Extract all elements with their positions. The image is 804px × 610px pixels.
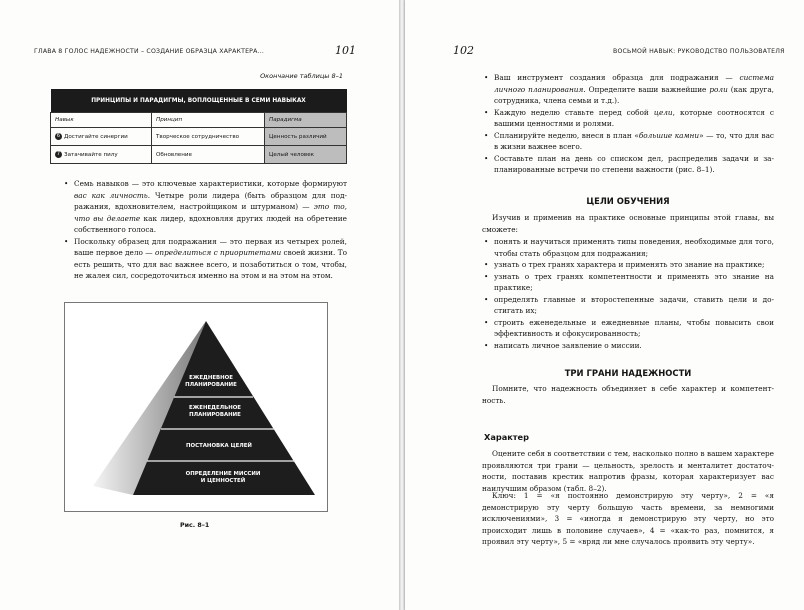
table-title: ПРИНЦИПЫ И ПАРАДИГМЫ, ВОПЛОЩЕННЫЕ В СЕМИ НАВЫКАХ [51, 89, 347, 113]
list-item: • понять и научиться применять типы поведения, необходимые для того, чтобы стать образцом для подражания; [482, 236, 774, 259]
left-page [0, 0, 399, 610]
right-page-number: 102 [453, 44, 474, 57]
table-header-skill: Навык [51, 113, 152, 128]
table-caption: Окончание таблицы 8–1 [260, 72, 343, 80]
table-cell-skill: Затачивайте пилу [64, 152, 118, 158]
table-header-paradigm: Парадигма [265, 113, 347, 128]
character-paragraph: Оцените себя в соответствии с тем, насколько полно в вашем характере проявляются три грани — цельность, зрелость и менталитет достаточности, поставив крестик напротив фразы, которая характеризует вас наилучшим образом (табл. 8–2). [482, 449, 774, 493]
character-heading: Характер [484, 432, 529, 442]
list-item: • Составьте план на день со списком дел, распределив задачи и запланированные встречи по степени важности (рис. 8–1). [482, 153, 774, 176]
learning-goals-heading: ЦЕЛИ ОБУЧЕНИЯ [586, 196, 670, 206]
table-cell-skill: Достигайте синергии [64, 134, 128, 140]
goals-bullet-list [482, 236, 774, 351]
pyramid-level-4-label: ОПРЕДЕЛЕНИЕ МИССИИ И ЦЕННОСТЕЙ [185, 471, 261, 484]
list-item: • Спланируйте неделю, внеся в план «большие камни» — то, что для вас в жизни важнее всего. [482, 130, 774, 153]
table-header-principle: Принцип [152, 113, 265, 128]
goals-intro: Изучив и применив на практике основные принципы этой главы, вы сможете: [482, 213, 774, 234]
habit-number-badge: 7 [56, 151, 61, 157]
list-item: • Каждую неделю ставьте перед собой цели, которые соотносятся с вашими ценностями и ролями. [482, 107, 774, 130]
principles-table [50, 89, 347, 164]
left-page-number: 101 [335, 44, 356, 57]
three-facets-heading: ТРИ ГРАНИ НАДЕЖНОСТИ [564, 368, 692, 378]
pyramid-level-1-label: ЕЖЕДНЕВНОЕ ПЛАНИРОВАНИЕ [185, 375, 237, 388]
pyramid-level-2-label: ЕЖЕНЕДЕЛЬНОЕ ПЛАНИРОВАНИЕ [188, 405, 242, 418]
table-cell-paradigm: Ценность различий [265, 128, 347, 146]
left-bullet-list [62, 178, 347, 282]
figure-caption: Рис. 8–1 [180, 522, 210, 529]
table-cell-principle: Обновление [152, 146, 265, 164]
habit-number-badge: 6 [56, 133, 61, 139]
left-running-head: ГЛАВА 8 ГОЛОС НАДЕЖНОСТИ – СОЗДАНИЕ ОБРАЗЦА ХАРАКТЕРА... [34, 48, 265, 55]
list-item: • узнать о трех гранях компетентности и применять это знание на практике; [482, 271, 774, 294]
list-item: • строить еженедельные и ежедневные планы, чтобы повысить свои эффективность и сфокусированность; [482, 317, 774, 340]
table-cell-paradigm: Целый человек [265, 146, 347, 164]
pyramid-figure [64, 302, 328, 512]
right-bullet-list [482, 72, 774, 176]
list-item: • Семь навыков — это ключевые характеристики, которые формируют вас как личность. Четыре роли лидера (быть образцом для подражания, вдохновителем, настройщиком и штурманом) — это то, что вы делаете как лидер, вдохновляя других людей на обретение собственного голоса. [62, 178, 347, 236]
pyramid-level-3-label: ПОСТАНОВКА ЦЕЛЕЙ [186, 443, 252, 449]
table-row [51, 146, 347, 164]
list-item: • Поскольку образец для подражания — это первая из четырех ролей, ваше первое дело — определиться с приоритетами своей жизни. То есть решить, что для вас важнее всего, и позаботиться о том, чтобы, не жалея сил, сосредоточиться именно на этом и на этом на этом. [62, 236, 347, 282]
table-cell-principle: Творческое сотрудничество [152, 128, 265, 146]
list-item: • Ваш инструмент создания образца для подражания — система личного планирования. Определите ваши важнейшие роли (как друга, сотрудника, члена семьи и т.д.). [482, 72, 774, 107]
pyramid-diagram [65, 303, 327, 511]
key-paragraph: Ключ: 1 = «я постоянно демонстрирую эту черту», 2 = «я демонстрирую эту черту большую часть времени, за немногими исключениями», 3 = «иногда я демонстрирую эту черту, но это происходит лишь в половине случаев», 4 = «как-то раз, помнится, я проявил эту черту», 5 = «вряд ли мне случалось проявить эту черту». [482, 491, 774, 546]
list-item: • определять главные и второстепенные задачи, ставить цели и достигать их; [482, 294, 774, 317]
list-item: • узнать о трех гранях характера и применять это знание на практике; [482, 259, 774, 271]
list-item: • написать личное заявление о миссии. [482, 340, 774, 352]
right-running-head: ВОСЬМОЙ НАВЫК: РУКОВОДСТВО ПОЛЬЗОВАТЕЛЯ [613, 48, 785, 55]
facets-paragraph: Помните, что надежность объединяет в себе характер и компетентность. [482, 384, 774, 405]
table-row [51, 128, 347, 146]
